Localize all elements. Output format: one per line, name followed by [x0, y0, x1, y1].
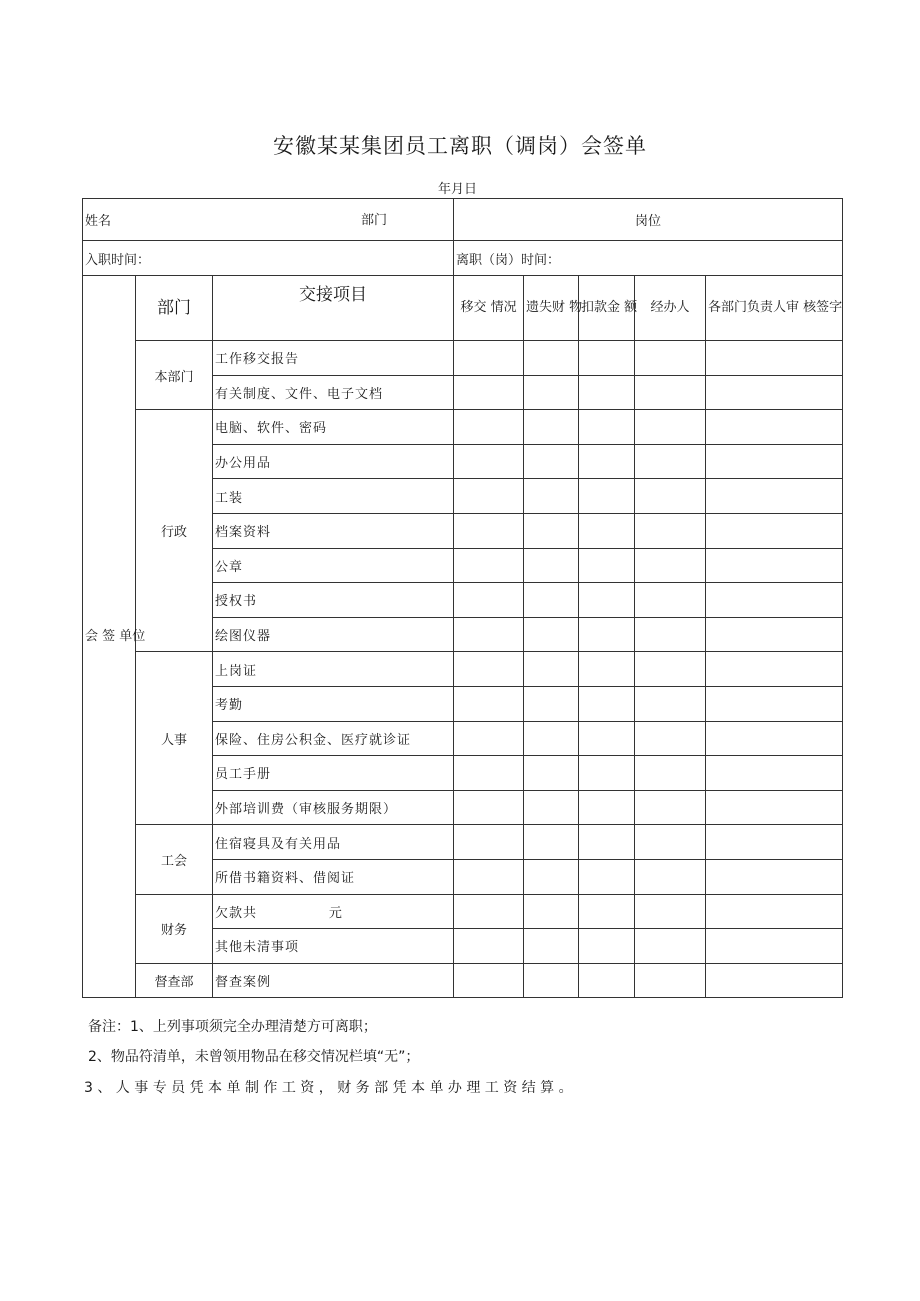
transfer-cell[interactable] — [454, 410, 524, 445]
approver-cell[interactable] — [706, 963, 843, 998]
lost-cell[interactable] — [524, 410, 579, 445]
approver-cell[interactable] — [706, 686, 843, 721]
name-cell[interactable] — [83, 199, 454, 241]
lost-cell[interactable] — [524, 894, 579, 929]
handover-item: 其他未清事项 — [213, 929, 454, 964]
lost-cell[interactable] — [524, 756, 579, 791]
handover-item: 考勤 — [213, 686, 454, 721]
transfer-cell[interactable] — [454, 859, 524, 894]
approver-cell[interactable] — [706, 583, 843, 618]
deduct-cell[interactable] — [579, 790, 635, 825]
table-row — [83, 825, 843, 860]
deduct-cell[interactable] — [579, 410, 635, 445]
transfer-cell[interactable] — [454, 721, 524, 756]
table-row — [83, 341, 843, 376]
header-lost: 遗失财 物 — [524, 276, 579, 341]
handler-cell[interactable] — [635, 790, 706, 825]
handover-item: 工作移交报告 — [213, 341, 454, 376]
deduct-cell[interactable] — [579, 652, 635, 687]
header-dept: 部门 — [136, 276, 213, 341]
note-3: 3 、 人 事 专 员 凭 本 单 制 作 工 资 ， 财 务 部 凭 本 单 办 理 工 资 结 算 。 — [84, 1080, 573, 1096]
dept-cell: 工会 — [136, 825, 213, 894]
deduct-cell[interactable] — [579, 583, 635, 618]
transfer-cell[interactable] — [454, 617, 524, 652]
approver-cell[interactable] — [706, 375, 843, 410]
transfer-cell[interactable] — [454, 963, 524, 998]
header-approver: 各部门负责人审 核签字 — [706, 276, 843, 341]
approver-cell[interactable] — [706, 513, 843, 548]
lost-cell[interactable] — [524, 652, 579, 687]
table-row — [83, 652, 843, 687]
handler-cell[interactable] — [635, 410, 706, 445]
note-2: 2、物品符清单，未曾领用物品在移交情况栏填“无”； — [88, 1049, 420, 1065]
lost-cell[interactable] — [524, 721, 579, 756]
deduct-cell[interactable] — [579, 825, 635, 860]
handover-item: 工装 — [213, 479, 454, 514]
handler-cell[interactable] — [635, 375, 706, 410]
handover-item: 电脑、软件、密码 — [213, 410, 454, 445]
handover-item: 上岗证 — [213, 652, 454, 687]
dept-cell: 财务 — [136, 894, 213, 963]
deduct-cell[interactable] — [579, 548, 635, 583]
approver-cell[interactable] — [706, 410, 843, 445]
handler-cell[interactable] — [635, 617, 706, 652]
lost-cell[interactable] — [524, 790, 579, 825]
transfer-cell[interactable] — [454, 825, 524, 860]
handler-cell[interactable] — [635, 756, 706, 791]
handler-cell[interactable] — [635, 652, 706, 687]
handler-cell[interactable] — [635, 444, 706, 479]
handler-cell[interactable] — [635, 859, 706, 894]
leave-date-cell[interactable] — [454, 241, 843, 276]
transfer-cell[interactable] — [454, 929, 524, 964]
handover-item: 绘图仪器 — [213, 617, 454, 652]
table-row — [83, 894, 843, 929]
lost-cell[interactable] — [524, 963, 579, 998]
approver-cell[interactable] — [706, 894, 843, 929]
deduct-cell[interactable] — [579, 686, 635, 721]
deduct-cell[interactable] — [579, 859, 635, 894]
dept-cell: 本部门 — [136, 341, 213, 410]
handover-form-table — [82, 198, 843, 998]
lost-cell[interactable] — [524, 375, 579, 410]
lost-cell[interactable] — [524, 929, 579, 964]
transfer-cell[interactable] — [454, 756, 524, 791]
deduct-cell[interactable] — [579, 341, 635, 376]
approver-cell[interactable] — [706, 721, 843, 756]
deduct-cell[interactable] — [579, 894, 635, 929]
approver-cell[interactable] — [706, 617, 843, 652]
column-header-row — [83, 276, 843, 341]
transfer-cell[interactable] — [454, 548, 524, 583]
transfer-cell[interactable] — [454, 479, 524, 514]
transfer-cell[interactable] — [454, 652, 524, 687]
sign-unit-label: 会 签 单位 — [85, 628, 146, 644]
join-date-cell[interactable] — [83, 241, 454, 276]
handler-cell[interactable] — [635, 894, 706, 929]
lost-cell[interactable] — [524, 444, 579, 479]
approver-cell[interactable] — [706, 548, 843, 583]
lost-cell[interactable] — [524, 548, 579, 583]
lost-cell[interactable] — [524, 825, 579, 860]
post-cell[interactable] — [454, 199, 843, 241]
approver-cell[interactable] — [706, 341, 843, 376]
handover-item: 有关制度、文件、电子文档 — [213, 375, 454, 410]
table-row — [83, 410, 843, 445]
transfer-cell[interactable] — [454, 583, 524, 618]
note-1: 备注：1、上列事项须完全办理清楚方可离职； — [88, 1019, 377, 1035]
transfer-cell[interactable] — [454, 894, 524, 929]
deduct-cell[interactable] — [579, 963, 635, 998]
handler-cell[interactable] — [635, 513, 706, 548]
deduct-cell[interactable] — [579, 617, 635, 652]
dept-label: 部门 — [361, 213, 388, 228]
join-date-label: 入职时间： — [85, 252, 151, 268]
sign-unit-cell — [83, 276, 146, 998]
transfer-cell[interactable] — [454, 790, 524, 825]
lost-cell[interactable] — [524, 686, 579, 721]
handler-cell[interactable] — [635, 825, 706, 860]
transfer-cell[interactable] — [454, 686, 524, 721]
deduct-cell[interactable] — [579, 929, 635, 964]
deduct-cell[interactable] — [579, 756, 635, 791]
handler-cell[interactable] — [635, 341, 706, 376]
approver-cell[interactable] — [706, 652, 843, 687]
lost-cell[interactable] — [524, 341, 579, 376]
handler-cell[interactable] — [635, 686, 706, 721]
approver-cell[interactable] — [706, 479, 843, 514]
handler-cell[interactable] — [635, 721, 706, 756]
transfer-cell[interactable] — [454, 375, 524, 410]
header-deduct: 扣款金 额 — [579, 276, 635, 341]
deduct-cell[interactable] — [579, 479, 635, 514]
name-label: 姓名 — [85, 214, 112, 229]
transfer-cell[interactable] — [454, 513, 524, 548]
handler-cell[interactable] — [635, 963, 706, 998]
handover-item: 公章 — [213, 548, 454, 583]
date-line: 年月日 — [438, 182, 478, 197]
page-title: 安徽某某集团员工离职（调岗）会签单 — [273, 134, 647, 158]
handover-item: 档案资料 — [213, 513, 454, 548]
deduct-cell[interactable] — [579, 513, 635, 548]
handover-item: 员工手册 — [213, 756, 454, 791]
approver-cell[interactable] — [706, 756, 843, 791]
handover-item: 保险、住房公积金、医疗就诊证 — [213, 721, 454, 756]
handover-item: 外部培训费（审核服务期限） — [213, 790, 454, 825]
deduct-cell[interactable] — [579, 375, 635, 410]
lost-cell[interactable] — [524, 513, 579, 548]
approver-cell[interactable] — [706, 444, 843, 479]
dept-cell: 督查部 — [136, 963, 213, 998]
handover-item: 办公用品 — [213, 444, 454, 479]
transfer-cell[interactable] — [454, 341, 524, 376]
lost-cell[interactable] — [524, 479, 579, 514]
table-row — [83, 963, 843, 998]
handler-cell[interactable] — [635, 583, 706, 618]
approver-cell[interactable] — [706, 790, 843, 825]
handler-cell[interactable] — [635, 479, 706, 514]
handover-item: 欠款共 元 — [213, 894, 454, 929]
lost-cell[interactable] — [524, 583, 579, 618]
header-item: 交接项目 — [213, 276, 454, 341]
handover-item: 住宿寝具及有关用品 — [213, 825, 454, 860]
dept-cell: 行政 — [136, 410, 213, 652]
lost-cell[interactable] — [524, 617, 579, 652]
transfer-cell[interactable] — [454, 444, 524, 479]
deduct-cell[interactable] — [579, 721, 635, 756]
handler-cell[interactable] — [635, 548, 706, 583]
handover-item: 督查案例 — [213, 963, 454, 998]
header-handler: 经办人 — [635, 276, 706, 341]
handover-item: 所借书籍资料、借阅证 — [213, 859, 454, 894]
lost-cell[interactable] — [524, 859, 579, 894]
approver-cell[interactable] — [706, 929, 843, 964]
approver-cell[interactable] — [706, 825, 843, 860]
leave-date-label: 离职（岗）时间： — [456, 252, 561, 268]
dept-cell: 人事 — [136, 652, 213, 825]
handler-cell[interactable] — [635, 929, 706, 964]
post-label: 岗位 — [635, 214, 662, 229]
header-transfer: 移交 情况 — [454, 276, 524, 341]
approver-cell[interactable] — [706, 859, 843, 894]
handover-item: 授权书 — [213, 583, 454, 618]
deduct-cell[interactable] — [579, 444, 635, 479]
